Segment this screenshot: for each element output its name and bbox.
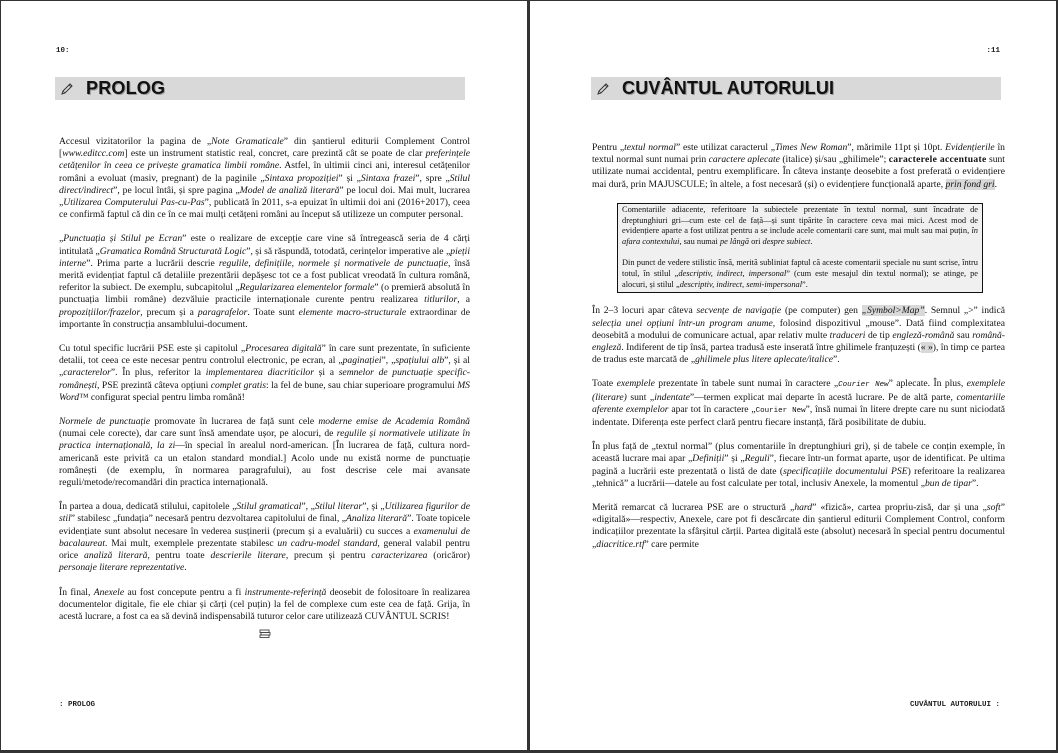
pencil-icon <box>60 82 74 96</box>
paragraph: Normele de punctuație promovate în lucrarea de față sunt cele moderne emise de Academia Română (numai cele corecte), dar care sunt însă amendate ușor, pe alocuri, de regulile și normativele utilizate în practica internațională, la zi—în special în arealul nord-american. [În lucrarea de față, cultura nord-americană este privită ca un etalon standard mondial.] Acolo unde nu există norme de punctuație românești (de exemplu, în normarea paragrafului), au fost descrise cele mai avansate reguli/metode/recomandări din practica internațională. <box>59 416 470 489</box>
right-page <box>530 1 1056 750</box>
chapter-header <box>55 77 465 100</box>
paragraph: Accesul vizitatorilor la pagina de „Note Gramaticale” din șantierul editurii Complement Control [www.editcc.com] este un instrument statistic real, concret, care prezintă cât se poate de clar preferințele cetățenilor în ceea ce privește gramatica limbii române. Astfel, în ultimii cinci ani, interesul cetățenilor români a evoluat (masiv, pregnant) de la paginile „Sintaxa propoziției” și „Sintaxa frazei”, spre „Stilul direct/indirect”, pe locul întâi, și spre pagina „Model de analiză literară” pe locul doi. Mai mult, lucrarea „Utilizarea Computerului Pas-cu-Pas”, publicată în 2011, s-a epuizat în ultimii doi ani (2016+2017), ceea ce confirmă faptul că din ce în ce mai mulți cetățeni români au început să utilizeze un computer personal. <box>59 136 471 221</box>
paragraph: În plus față de „textul normal” (plus comentariile în dreptunghiuri gri), și de tabele ce conțin exemple, în această lucrare mai apar „Definiții” și „Reguli”, fiecare într-un format aparte, ușor de identificat. Pe ultima pagină a lucrării este prezentată o listă de date (specificațiile documentului PSE) referitoare la realizarea „tehnică” a lucrării—datele au fost calculate per total, inclusiv Anexele, la momentul „bun de tipar”. <box>592 441 1006 489</box>
paragraph: „Punctuația și Stilul pe Ecran” este o realizare de excepție care vine să întregească seria de 4 cărți intitulată „Gramatica Română Structurată Logic”, și să răspundă, totodată, cerințelor imperative ale „pieții interne”. Prima parte a lucrării descrie regulile, definițiile, normele și normativele de punctuație, însă merită evidențiat faptul că detaliile prezentării depășesc tot ce a fost publicat vreodată în cultura română, referitor la subiect. De exemplu, subcapitolul „Regularizarea elementelor formale” (o premieră absolută în punctuația limbii române) dezvăluie practicile internaționale curente pentru realizarea titlurilor, a propozițiilor/frazelor, precum și a paragrafelor. Toate sunt elemente macro-structurale extraordinar de importante în construcția ansamblului-document. <box>59 233 470 330</box>
chapter-title: CUVÂNTUL AUTORULUI <box>622 78 835 98</box>
intro-paragraph: Pentru „textul normal” este utilizat caracterul „Times New Roman”, mărimile 11pt și 10pt. Evidențierile în textul normal sunt numai prin caractere aplecate (italice) și/sau „ghilimele”; caracterele accentuate sunt utilizate numai accidental, pentru exemplificare. În câteva instanțe deosebite a fost preferată o evidențiere mai dură, prin MAJUSCULE; în altele, a fost necesară (și) o evidențiere funcțională aparte, prin fond gri. <box>592 142 1005 190</box>
book-stack-icon <box>59 629 470 642</box>
paragraph: În partea a doua, dedicată stilului, capitolele „Stilul gramatical”, „Stilul literar”, și „Utilizarea figurilor de stil” stabilesc „fundația” necesară pentru dezvoltarea capitolului de final, „Analiza literară”. Toate topicele evidențiate sunt absolut necesare în vederea susținerii (precum și a evaluării) cu succes a examenului de bacalaureat. Mai mult, exemplele prezentate stabilesc un cadru-model standard, general valabil pentru orice analiză literară, pentru toate descrierile literare, precum și pentru caracterizarea (oricăror) personaje literare reprezentative. <box>59 501 470 574</box>
body-text <box>59 136 470 642</box>
left-page <box>1 1 527 750</box>
comment-paragraph: Comentariile adiacente, referitoare la subiectele prezentate în textul normal, sunt încadrate de dreptunghiuri gri—cum este cel de față—și sunt tipărite în caractere ceva mai mici. Acest mod de evidențiere aparte a fost utilizat pentru a se include acele comentarii care sunt, mai mult sau mai puțin, în afara contextului, sau numai pe lângă ori despre subiect. <box>622 204 978 247</box>
page-number: :11 <box>986 47 1000 55</box>
page-number: 10: <box>56 47 70 55</box>
paragraph: Merită remarcat că lucrarea PSE are o structură „hard” «fizică», cartea propriu-zisă, dar și una „soft” «digitală»—respectiv, Anexele, care pot fi descărcate din șantierul editurii Complement Control, conform indicațiilor prezentate la sfârșitul cărții. Partea digitală este (absolut) necesară în special pentru documentul „diacritice.rtf” care permite <box>592 502 1005 550</box>
comment-paragraph: Din punct de vedere stilistic însă, merită subliniat faptul că aceste comentarii speciale nu sunt scrise, întru totul, în stilul „descriptiv, indirect, impersonal” (cum este mesajul din textul normal); se atinge, pe alocuri, și stilul „descriptiv, indirect, semi-impersonal”. <box>622 258 978 289</box>
paragraph: Cu totul specific lucrării PSE este și capitolul „Procesarea digitală” în care sunt prezentate, în suficiente detalii, tot ceea ce este necesar pentru controlul electronic, pe ecran, al „paginației”, „spațiului alb”, și al „caracterelor”. În plus, referitor la implementarea diacriticilor și a semnelor de punctuație specific-românești, PSE prezintă câteva opțiuni complet gratis: la fel de bune, sau chiar superioare programului MS Word™ configurat special pentru limba română! <box>59 343 470 403</box>
body-text <box>592 142 1005 563</box>
chapter-header <box>591 77 1001 100</box>
comment-box <box>617 203 983 294</box>
paragraph: În final, Anexele au fost concepute pentru a fi instrumente-referință deosebit de folositoare în realizarea documentelor digitale, fie ele chiar și cărți (cel puțin) la fel de complexe cum este cea de față. Grija, în acestă lucrare, a fost ca ea să devină indispensabilă tuturor celor care utilizează CUVÂNTUL SCRIS! <box>59 586 470 622</box>
paragraph: Toate exemplele prezentate în tabele sunt numai în caractere „Courier New” aplecate. În plus, exemplele (literare) sunt „indentate”—termen explicat mai departe în acestă lucrare. Pe de altă parte, comentariile aferente exemplelor apar tot în caractere „Courier New”, însă numai în litere drepte care nu sunt niciodată indentate. Diferența este perfect clară pentru fiecare instanță, fără posibilitate de dubiu. <box>592 378 1005 429</box>
pencil-icon <box>596 82 610 96</box>
running-footer: CUVÂNTUL AUTORULUI : <box>909 701 1000 709</box>
chapter-title: PROLOG <box>86 78 166 98</box>
running-footer: : PROLOG <box>59 701 96 709</box>
paragraph: În 2–3 locuri apar câteva secvențe de navigație (pe computer) gen „Symbol>Map”. Semnul „>” indică selecția unei opțiuni într-un program anume, folosind dispozitivul „mouse”. Dată fiind complexitatea deosebită a modului de comunicare actual, apar relativ multe traduceri de tip engleză-română sau română-engleză. Indiferent de tip însă, partea tradusă este inserată între ghilimele franțuzești (« »), în timp ce partea de tradus este marcată de „ghilimele plus litere aplecate/italice”. <box>592 305 1006 366</box>
